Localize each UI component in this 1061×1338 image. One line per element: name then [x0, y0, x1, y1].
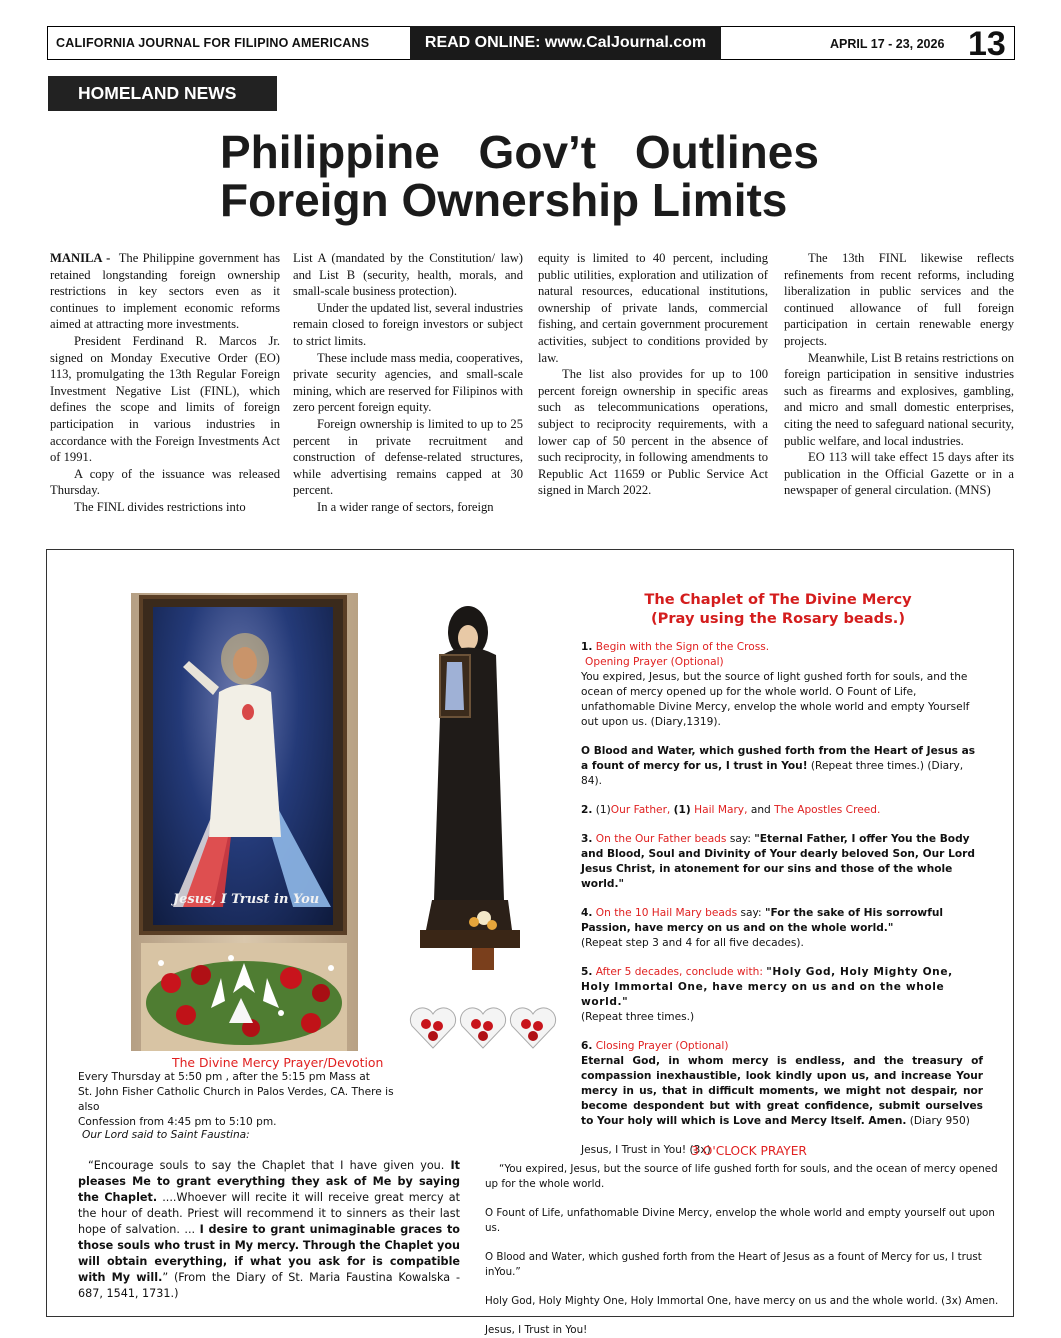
- opening-prayer-text: You expired, Jesus, but the source of light gushed forth for souls, and the ocean of mercy opened up for the whole world. O Fount of Life, unfathomable Divine Mercy, envelop the whole world and empty Yourself out upon us. (Diary,1319).: [581, 671, 970, 728]
- paragraph: Under the updated list, several industries remain closed to foreign investors or subject to strict limits.: [293, 300, 523, 348]
- prayer-name: The Apostles Creed.: [774, 804, 881, 816]
- prayer-bold: "Eternal Father, I offer You the Body and Blood, Soul and Divinity of Your dearly beloved Son, Our Lord Jesus Christ, in atonement for our sins and those of the whole world.": [581, 833, 975, 890]
- schedule-line: Confession from 4:45 pm to 5:10 pm.: [78, 1116, 277, 1128]
- quote-text: ....Whoever will recite it will receive great mercy at the hour of death. Priest will recommend it to sinners as their last hope of salvation. ...: [78, 1191, 460, 1236]
- clock-prayer-title: 3 O'CLOCK PRAYER: [691, 1144, 807, 1158]
- prayer-bold: "Holy God, Holy Mighty One, Holy Immortal One, have mercy on us and on the whole world.": [581, 966, 953, 1008]
- step-4: [581, 906, 983, 936]
- clock-prayer-line: “You expired, Jesus, but the source of life gushed forth for souls, and the ocean of mercy opened up for the whole world.: [485, 1163, 998, 1190]
- quote-bold: It pleases Me to grant everything they ask of Me by saying the Chaplet.: [78, 1159, 460, 1204]
- read-online-banner: READ ONLINE: www.CalJournal.com: [410, 26, 721, 60]
- quote-source: ” (From the Diary of St. Maria Faustina Kowalska - 687, 1541, 1731.): [78, 1271, 460, 1300]
- prayer-name: Hail Mary,: [694, 804, 748, 816]
- devotion-title: The Divine Mercy Prayer/Devotion: [172, 1055, 384, 1070]
- article-column-1: [50, 250, 280, 516]
- heart-wreaths-image: [408, 1004, 558, 1052]
- paragraph: The FINL divides restrictions into: [74, 499, 246, 514]
- step-number: 3.: [581, 833, 593, 845]
- prayer-bold: "For the sake of His sorrowful Passion, have mercy on us and on the whole world.": [581, 907, 943, 934]
- step-4-note: (Repeat step 3 and 4 for all five decades).: [581, 937, 804, 949]
- page-header: [47, 25, 1015, 63]
- prayer-note: (Diary 950): [909, 1115, 970, 1127]
- devotion-schedule: [78, 1070, 418, 1130]
- paragraph: A copy of the issuance was released Thursday.: [50, 466, 280, 498]
- say-label: say:: [729, 833, 751, 845]
- blood-and-water-prayer: [581, 744, 983, 789]
- headline-line-2: Foreign Ownership Limits: [220, 174, 788, 226]
- publication-name: CALIFORNIA JOURNAL FOR FILIPINO AMERICANS: [56, 36, 370, 50]
- paragraph: The list also provides for up to 100 percent foreign ownership in specific areas such as telecommunications operations, subject to reciprocity requirements, with a lower cap of 50 percent in the absence of such reciprocity, in following amendments to Republic Act 11659 or Public Service Act signed in March 2022.: [538, 367, 768, 498]
- paragraph: equity is limited to 40 percent, including public utilities, exploration and utilization of natural resources, educational institutions, ownership of private lands, commercial fishing, and certain government procurement activities, subject to conditions provided by law.: [538, 251, 768, 365]
- paragraph: Foreign ownership is limited to up to 25 percent in private recruitment and construction of defense-related structures, while advertising remains capped at 30 percent.: [293, 416, 523, 498]
- three-oclock-prayer: [485, 1144, 1013, 1338]
- clock-prayer-line: Holy God, Holy Mighty One, Holy Immortal One, have mercy on us and the whole world. (3x) Amen.: [485, 1295, 999, 1307]
- prayer-bold: O Blood and Water, which gushed forth from the Heart of Jesus as a fount of mercy for us, I trust in You!: [581, 745, 976, 772]
- quote-text: “Encourage souls to say the Chaplet that I have given you.: [88, 1159, 445, 1172]
- paragraph: The 13th FINL likewise reflects refinements from recent reforms, including liberalization in public services and the continued allowance of full foreign participation in certain renewable energy projects.: [784, 251, 1014, 348]
- step-number: 2.: [581, 804, 593, 816]
- count: (1): [595, 804, 611, 816]
- closing-prayer: [581, 1054, 983, 1129]
- clock-prayer-line: O Fount of Life, unfathomable Divine Mercy, envelop the whole world and empty yourself out upon us.: [485, 1207, 995, 1234]
- jesus-figure-image: [153, 607, 333, 925]
- step-number: 1.: [581, 641, 593, 653]
- lord-said-label: Our Lord said to Saint Faustina:: [82, 1129, 250, 1141]
- step-label: On the 10 Hail Mary beads: [595, 907, 738, 919]
- paragraph: List A (mandated by the Constitution/ law) and List B (security, health, morals, and small-scale business protection).: [293, 251, 523, 299]
- article-column-2: [293, 250, 523, 516]
- prayer-note: (Repeat three times.) (Diary, 84).: [581, 760, 964, 787]
- quote-bold: I desire to grant unimaginable graces to those souls who trust in My mercy. Through the Chaplet you will obtain everything, if what you ask for is compatible with My will.: [78, 1223, 460, 1284]
- chaplet-title: The Chaplet of The Divine Mercy: [644, 591, 912, 608]
- paragraph: The Philippine government has retained longstanding foreign ownership restrictions in key sectors even as it continues to implement economic reforms aimed at attracting more investments.: [50, 251, 280, 332]
- paragraph: President Ferdinand R. Marcos Jr. signed on Monday Executive Order (EO) 113, promulgating the 13th Regular Foreign Investment Negative List (FINL), which defines the scope and limits of foreign participation in various industries in accordance with the Foreign Investments Act of 1991.: [50, 333, 280, 465]
- section-label: HOMELAND NEWS: [48, 76, 277, 111]
- step-number: 5.: [581, 966, 593, 978]
- step-2: [581, 803, 983, 818]
- page-number: 13: [968, 25, 1006, 63]
- article-headline: [220, 128, 920, 224]
- step-label: On the Our Father beads: [595, 833, 727, 845]
- count: (1): [673, 804, 691, 816]
- headline-line-1: Philippine Gov’t Outlines: [220, 126, 819, 178]
- article-column-4: [784, 250, 1014, 499]
- issue-date: APRIL 17 - 23, 2026: [830, 37, 945, 51]
- schedule-line: Every Thursday at 5:50 pm , after the 5:15 pm Mass at: [78, 1071, 370, 1083]
- step-number: 6.: [581, 1040, 593, 1052]
- faustina-quote: [78, 1158, 460, 1302]
- opening-prayer-label: Opening Prayer (Optional): [585, 656, 724, 668]
- prayer-bold: Eternal God, in whom mercy is endless, and the treasury of compassion inexhaustible, look kindly upon us, and increase Your mercy in us, that in difficult moments, we might not despair, nor become despondent but with great confidence, submit ourselves to Your holy will which is Love and Mercy Itself. Amen.: [581, 1055, 983, 1127]
- dateline: MANILA -: [50, 251, 111, 265]
- article-column-3: [538, 250, 768, 499]
- paragraph: These include mass media, cooperatives, private security agencies, and small-scale mining, which are reserved for Filipinos with zero percent foreign equity.: [293, 350, 523, 415]
- paragraph: EO 113 will take effect 15 days after its publication in the Official Gazette or in a newspaper of general circulation. (MNS): [784, 450, 1014, 498]
- schedule-line: St. John Fisher Catholic Church in Palos Verdes, CA. There is also: [78, 1086, 394, 1113]
- saint-faustina-statue-image: [412, 600, 532, 975]
- paragraph: In a wider range of sectors, foreign: [317, 499, 494, 514]
- step-6: [581, 1039, 983, 1054]
- flower-arrangement-image: [141, 923, 347, 1051]
- chaplet-subtitle: (Pray using the Rosary beads.): [650, 610, 906, 627]
- step-5-note: (Repeat three times.): [581, 1011, 695, 1023]
- prayer-name: Our Father,: [610, 804, 671, 816]
- chaplet-instructions: [581, 590, 983, 1158]
- step-1: [581, 640, 983, 655]
- clock-prayer-line: Jesus, I Trust in You!: [485, 1324, 588, 1336]
- conjunction: and: [750, 804, 771, 816]
- painting-caption: Jesus, I Trust in You: [173, 892, 320, 907]
- divine-mercy-painting-photo: [131, 593, 358, 1051]
- step-5: [581, 965, 983, 1010]
- step-label: Begin with the Sign of the Cross.: [595, 641, 770, 653]
- step-label: After 5 decades, conclude with:: [595, 966, 763, 978]
- paragraph: Meanwhile, List B retains restrictions on foreign participation in sensitive industries such as firearms and explosives, gambling, and micro and small domestic enterprises, citing the need to safeguard national security, public welfare, and local industries.: [784, 350, 1014, 448]
- closing-line: Jesus, I Trust in You! (3x): [581, 1144, 711, 1156]
- step-label: Closing Prayer (Optional): [595, 1040, 729, 1052]
- clock-prayer-line: O Blood and Water, which gushed forth from the Heart of Jesus as a fount of Mercy for us, I trust inYou.”: [485, 1251, 982, 1278]
- say-label: say:: [740, 907, 762, 919]
- step-number: 4.: [581, 907, 593, 919]
- step-3: [581, 832, 983, 892]
